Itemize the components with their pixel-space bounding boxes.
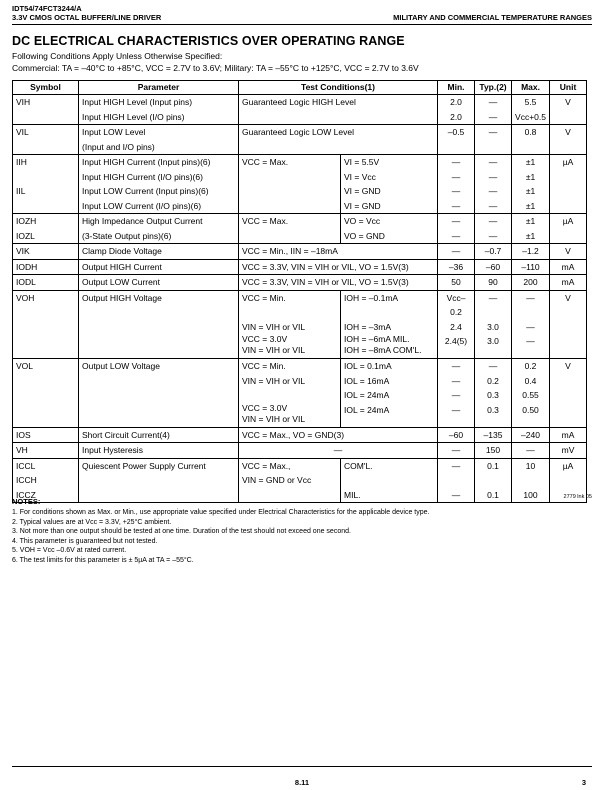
cell-symbol: IOS	[13, 427, 79, 443]
cell-unit: µA	[550, 458, 587, 473]
cell-symbol: VH	[13, 443, 79, 459]
table-row	[13, 244, 587, 260]
cell-test-condition: VCC = Max.	[239, 155, 341, 170]
cell-unit: µA	[550, 214, 587, 229]
cell-max: ±1	[512, 199, 550, 214]
cell-min: –0.5	[438, 125, 475, 140]
cell-max: 100	[512, 488, 550, 503]
cell-parameter: Quiescent Power Supply Current	[79, 458, 239, 473]
cell-symbol: VIK	[13, 244, 79, 260]
cell-max: 10	[512, 458, 550, 473]
cell-parameter: Output LOW Voltage	[79, 359, 239, 374]
table-row	[13, 290, 587, 320]
cell-parameter	[79, 388, 239, 403]
cell-test-condition	[239, 229, 341, 244]
cell-min: 50	[438, 275, 475, 291]
cell-min: 2.4	[438, 320, 475, 335]
cell-test-condition	[239, 199, 341, 214]
cell-typ: —	[475, 290, 512, 320]
cell-max: 200	[512, 275, 550, 291]
cell-max: —	[512, 290, 550, 320]
table-header-row	[13, 81, 587, 95]
cell-parameter: Input HIGH Level (I/O pins)	[79, 110, 239, 125]
cell-parameter	[79, 473, 239, 488]
temperature-range-label: MILITARY AND COMMERCIAL TEMPERATURE RANGES	[393, 13, 592, 22]
cell-parameter: Input HIGH Current (I/O pins)(6)	[79, 170, 239, 185]
cell-symbol	[13, 374, 79, 389]
cell-min: —	[438, 184, 475, 199]
cell-parameter: Input LOW Level	[79, 125, 239, 140]
cell-max: —	[512, 443, 550, 459]
table-row	[13, 359, 587, 374]
cell-typ: —	[475, 95, 512, 110]
cell-unit: mA	[550, 259, 587, 275]
cell-min: 2.0	[438, 95, 475, 110]
cell-test-condition	[239, 140, 438, 155]
cell-test-condition	[239, 170, 341, 185]
cell-test-condition: Guaranteed Logic HIGH Level	[239, 95, 438, 110]
cell-symbol	[13, 140, 79, 155]
header-min: Min.	[438, 81, 475, 95]
cell-typ: —	[475, 214, 512, 229]
cell-parameter: Clamp Diode Voltage	[79, 244, 239, 260]
cell-typ: 3.0	[475, 334, 512, 359]
cell-unit: V	[550, 125, 587, 140]
cell-min: —	[438, 155, 475, 170]
notes-list	[12, 508, 429, 566]
table-row	[13, 259, 587, 275]
header-symbol: Symbol	[13, 81, 79, 95]
table-row	[13, 458, 587, 473]
table-reference-id: 2779 lnk 05	[563, 494, 592, 500]
cell-symbol: VIH	[13, 95, 79, 110]
cell-symbol: VOH	[13, 290, 79, 320]
cell-min: —	[438, 443, 475, 459]
cell-symbol	[13, 170, 79, 185]
header-divider	[12, 24, 592, 25]
conditions-ranges: Commercial: TA = –40°C to +85°C, VCC = 2.7V to 3.6V; Military: TA = –55°C to +125°C, VCC = 2.7V to 3.6V	[12, 63, 419, 73]
cell-typ: —	[475, 359, 512, 374]
header-parameter: Parameter	[79, 81, 239, 95]
cell-symbol	[13, 110, 79, 125]
cell-min: —	[438, 488, 475, 503]
cell-parameter: Input HIGH Current (Input pins)(6)	[79, 155, 239, 170]
cell-typ	[475, 140, 512, 155]
cell-max: –110	[512, 259, 550, 275]
header-unit: Unit	[550, 81, 587, 95]
page-header	[12, 4, 592, 26]
cell-typ: 0.2	[475, 374, 512, 389]
cell-max: 0.8	[512, 125, 550, 140]
cell-typ: –0.7	[475, 244, 512, 260]
table-row	[13, 320, 587, 335]
cell-max: Vcc+0.5	[512, 110, 550, 125]
cell-max	[512, 140, 550, 155]
page-number: 3	[581, 778, 586, 787]
table-row	[13, 214, 587, 229]
cell-typ: —	[475, 170, 512, 185]
cell-test-condition	[239, 184, 341, 199]
cell-symbol: ICCH	[13, 473, 79, 488]
table-row	[13, 110, 587, 125]
cell-test-condition: VIN = GND or Vcc	[239, 473, 341, 488]
cell-test-condition-detail: IOH = –3mA	[341, 320, 438, 335]
cell-typ: 0.3	[475, 403, 512, 428]
table-row	[13, 334, 587, 359]
cell-min: –60	[438, 427, 475, 443]
cell-typ	[475, 473, 512, 488]
cell-symbol: ICCZ	[13, 488, 79, 503]
note-item: 4. This parameter is guaranteed but not tested.	[12, 537, 158, 545]
table-row	[13, 275, 587, 291]
cell-unit: µA	[550, 155, 587, 170]
cell-min	[438, 140, 475, 155]
note-item: 3. Not more than one output should be tested at one time. Duration of the test should not exceed one second.	[12, 528, 351, 536]
cell-parameter	[79, 334, 239, 359]
cell-typ: 0.1	[475, 458, 512, 473]
cell-symbol: IODH	[13, 259, 79, 275]
cell-parameter: Output HIGH Voltage	[79, 290, 239, 320]
section-title: DC ELECTRICAL CHARACTERISTICS OVER OPERATING RANGE	[12, 34, 405, 48]
cell-min: Vcc–0.2	[438, 290, 475, 320]
cell-max: 5.5	[512, 95, 550, 110]
cell-unit	[550, 229, 587, 244]
section-number: 8.11	[294, 778, 310, 787]
note-item: 5. VOH = Vcc –0.6V at rated current.	[12, 547, 127, 555]
conditions-intro: Following Conditions Apply Unless Otherwise Specified:	[12, 51, 223, 61]
cell-max: 0.55	[512, 388, 550, 403]
cell-unit	[550, 320, 587, 335]
cell-unit	[550, 199, 587, 214]
cell-test-condition	[239, 110, 438, 125]
cell-min: 2.4(5)	[438, 334, 475, 359]
cell-typ: 3.0	[475, 320, 512, 335]
cell-min: 2.0	[438, 110, 475, 125]
cell-typ: –135	[475, 427, 512, 443]
cell-typ: 90	[475, 275, 512, 291]
cell-parameter: High Impedance Output Current	[79, 214, 239, 229]
table-row	[13, 125, 587, 140]
cell-test-condition-detail: COM'L.	[341, 458, 438, 473]
cell-test-condition: VCC = 3.0V VIN = VIH or VIL	[239, 334, 341, 359]
cell-test-condition: —	[239, 443, 438, 459]
cell-parameter: (Input and I/O pins)	[79, 140, 239, 155]
cell-unit	[550, 403, 587, 428]
cell-test-condition	[239, 388, 341, 403]
cell-test-condition-detail: VI = 5.5V	[341, 155, 438, 170]
cell-symbol: ICCL	[13, 458, 79, 473]
table-row	[13, 473, 587, 488]
cell-parameter: Input LOW Current (I/O pins)(6)	[79, 199, 239, 214]
cell-typ: —	[475, 229, 512, 244]
cell-test-condition-detail: VI = Vcc	[341, 170, 438, 185]
cell-unit: mA	[550, 275, 587, 291]
note-item: 6. The test limits for this parameter is ± 5µA at TA = –55°C.	[12, 556, 194, 564]
cell-test-condition-detail	[341, 473, 438, 488]
cell-parameter: (3-State Output pins)(6)	[79, 229, 239, 244]
cell-test-condition-detail: VI = GND	[341, 184, 438, 199]
cell-parameter: Output HIGH Current	[79, 259, 239, 275]
cell-test-condition-detail: IOL = 16mA	[341, 374, 438, 389]
cell-typ: 0.1	[475, 488, 512, 503]
cell-parameter	[79, 374, 239, 389]
cell-unit	[550, 473, 587, 488]
part-number: IDT54/74FCT3244/A	[12, 4, 82, 13]
cell-test-condition-detail: IOH = –6mA MIL. IOH = –8mA COM'L.	[341, 334, 438, 359]
cell-max	[512, 473, 550, 488]
cell-typ: —	[475, 155, 512, 170]
cell-max: –1.2	[512, 244, 550, 260]
cell-symbol	[13, 320, 79, 335]
cell-test-condition-detail: IOL = 0.1mA	[341, 359, 438, 374]
cell-test-condition: VCC = Min., IIN = –18mA	[239, 244, 438, 260]
table-row	[13, 140, 587, 155]
cell-max: 0.4	[512, 374, 550, 389]
cell-unit	[550, 184, 587, 199]
cell-parameter: Output LOW Current	[79, 275, 239, 291]
cell-typ: —	[475, 110, 512, 125]
cell-test-condition	[239, 488, 341, 503]
cell-parameter: Input HIGH Level (Input pins)	[79, 95, 239, 110]
cell-unit	[550, 388, 587, 403]
cell-symbol	[13, 334, 79, 359]
note-item: 2. Typical values are at Vcc = 3.3V, +25°C ambient.	[12, 518, 172, 526]
cell-min: —	[438, 244, 475, 260]
cell-symbol: IODL	[13, 275, 79, 291]
cell-typ: 0.3	[475, 388, 512, 403]
header-typ: Typ.(2)	[475, 81, 512, 95]
table-row	[13, 229, 587, 244]
cell-test-condition-detail: VI = GND	[341, 199, 438, 214]
cell-min: —	[438, 199, 475, 214]
cell-symbol: IOZH	[13, 214, 79, 229]
header-max: Max.	[512, 81, 550, 95]
cell-unit	[550, 110, 587, 125]
cell-parameter: Input Hysteresis	[79, 443, 239, 459]
cell-unit	[550, 374, 587, 389]
cell-min: –36	[438, 259, 475, 275]
cell-test-condition-detail: IOL = 24mA	[341, 403, 438, 428]
cell-min: —	[438, 403, 475, 428]
cell-parameter: Short Circuit Current(4)	[79, 427, 239, 443]
cell-min: —	[438, 359, 475, 374]
cell-symbol: IIL	[13, 184, 79, 199]
cell-typ: —	[475, 199, 512, 214]
cell-test-condition: VIN = VIH or VIL	[239, 374, 341, 389]
cell-test-condition: VCC = Max., VO = GND(3)	[239, 427, 438, 443]
cell-parameter: Input LOW Current (Input pins)(6)	[79, 184, 239, 199]
cell-symbol: IOZL	[13, 229, 79, 244]
cell-min	[438, 473, 475, 488]
header-test-conditions: Test Conditions(1)	[239, 81, 438, 95]
cell-unit: V	[550, 95, 587, 110]
table-row	[13, 403, 587, 428]
table-row	[13, 388, 587, 403]
device-subtitle: 3.3V CMOS OCTAL BUFFER/LINE DRIVER	[12, 13, 162, 22]
cell-unit	[550, 140, 587, 155]
cell-unit	[550, 334, 587, 359]
dc-characteristics-table	[12, 80, 587, 503]
cell-max: –240	[512, 427, 550, 443]
cell-parameter	[79, 320, 239, 335]
table-row	[13, 374, 587, 389]
cell-min: —	[438, 170, 475, 185]
cell-test-condition-detail: MIL.	[341, 488, 438, 503]
cell-unit	[550, 170, 587, 185]
cell-unit: V	[550, 290, 587, 320]
cell-max: ±1	[512, 229, 550, 244]
note-item: 1. For conditions shown as Max. or Min., use appropriate value specified under Electrical Characteristics for the applicable device type.	[12, 509, 430, 516]
cell-test-condition: VCC = Max.,	[239, 458, 341, 473]
cell-test-condition: VCC = 3.3V, VIN = VIH or VIL, VO = 1.5V(3)	[239, 275, 438, 291]
cell-test-condition-detail: VO = Vcc	[341, 214, 438, 229]
cell-min: —	[438, 458, 475, 473]
cell-symbol: IIH	[13, 155, 79, 170]
cell-min: —	[438, 214, 475, 229]
footer-divider	[12, 766, 592, 767]
table-row	[13, 95, 587, 110]
cell-max: —	[512, 320, 550, 335]
cell-symbol	[13, 199, 79, 214]
table-row	[13, 427, 587, 443]
cell-max: ±1	[512, 170, 550, 185]
cell-max: ±1	[512, 214, 550, 229]
cell-typ: —	[475, 125, 512, 140]
cell-unit: V	[550, 244, 587, 260]
table-row	[13, 199, 587, 214]
cell-test-condition: VCC = Min.	[239, 290, 341, 320]
cell-symbol: VOL	[13, 359, 79, 374]
cell-test-condition: VCC = Min.	[239, 359, 341, 374]
cell-typ: 150	[475, 443, 512, 459]
cell-parameter	[79, 488, 239, 503]
cell-max: ±1	[512, 184, 550, 199]
cell-symbol: VIL	[13, 125, 79, 140]
cell-test-condition: VCC = 3.0V VIN = VIH or VIL	[239, 403, 341, 428]
cell-test-condition: VCC = 3.3V, VIN = VIH or VIL, VO = 1.5V(3)	[239, 259, 438, 275]
cell-max: ±1	[512, 155, 550, 170]
cell-test-condition-detail: IOL = 24mA	[341, 388, 438, 403]
cell-symbol	[13, 403, 79, 428]
cell-min: —	[438, 229, 475, 244]
table-row	[13, 488, 587, 503]
cell-test-condition: VCC = Max.	[239, 214, 341, 229]
notes-title: NOTES:	[12, 497, 41, 506]
table-row	[13, 170, 587, 185]
cell-test-condition: Guaranteed Logic LOW Level	[239, 125, 438, 140]
cell-test-condition-detail: VO = GND	[341, 229, 438, 244]
cell-symbol	[13, 388, 79, 403]
cell-unit: mA	[550, 427, 587, 443]
cell-min: —	[438, 374, 475, 389]
table-row	[13, 184, 587, 199]
cell-unit: mV	[550, 443, 587, 459]
table-row	[13, 155, 587, 170]
cell-max: —	[512, 334, 550, 359]
cell-max: 0.2	[512, 359, 550, 374]
cell-test-condition: VIN = VIH or VIL	[239, 320, 341, 335]
cell-parameter	[79, 403, 239, 428]
cell-test-condition-detail: IOH = –0.1mA	[341, 290, 438, 320]
cell-max: 0.50	[512, 403, 550, 428]
cell-typ: –60	[475, 259, 512, 275]
cell-unit: V	[550, 359, 587, 374]
cell-min: —	[438, 388, 475, 403]
table-row	[13, 443, 587, 459]
cell-typ: —	[475, 184, 512, 199]
